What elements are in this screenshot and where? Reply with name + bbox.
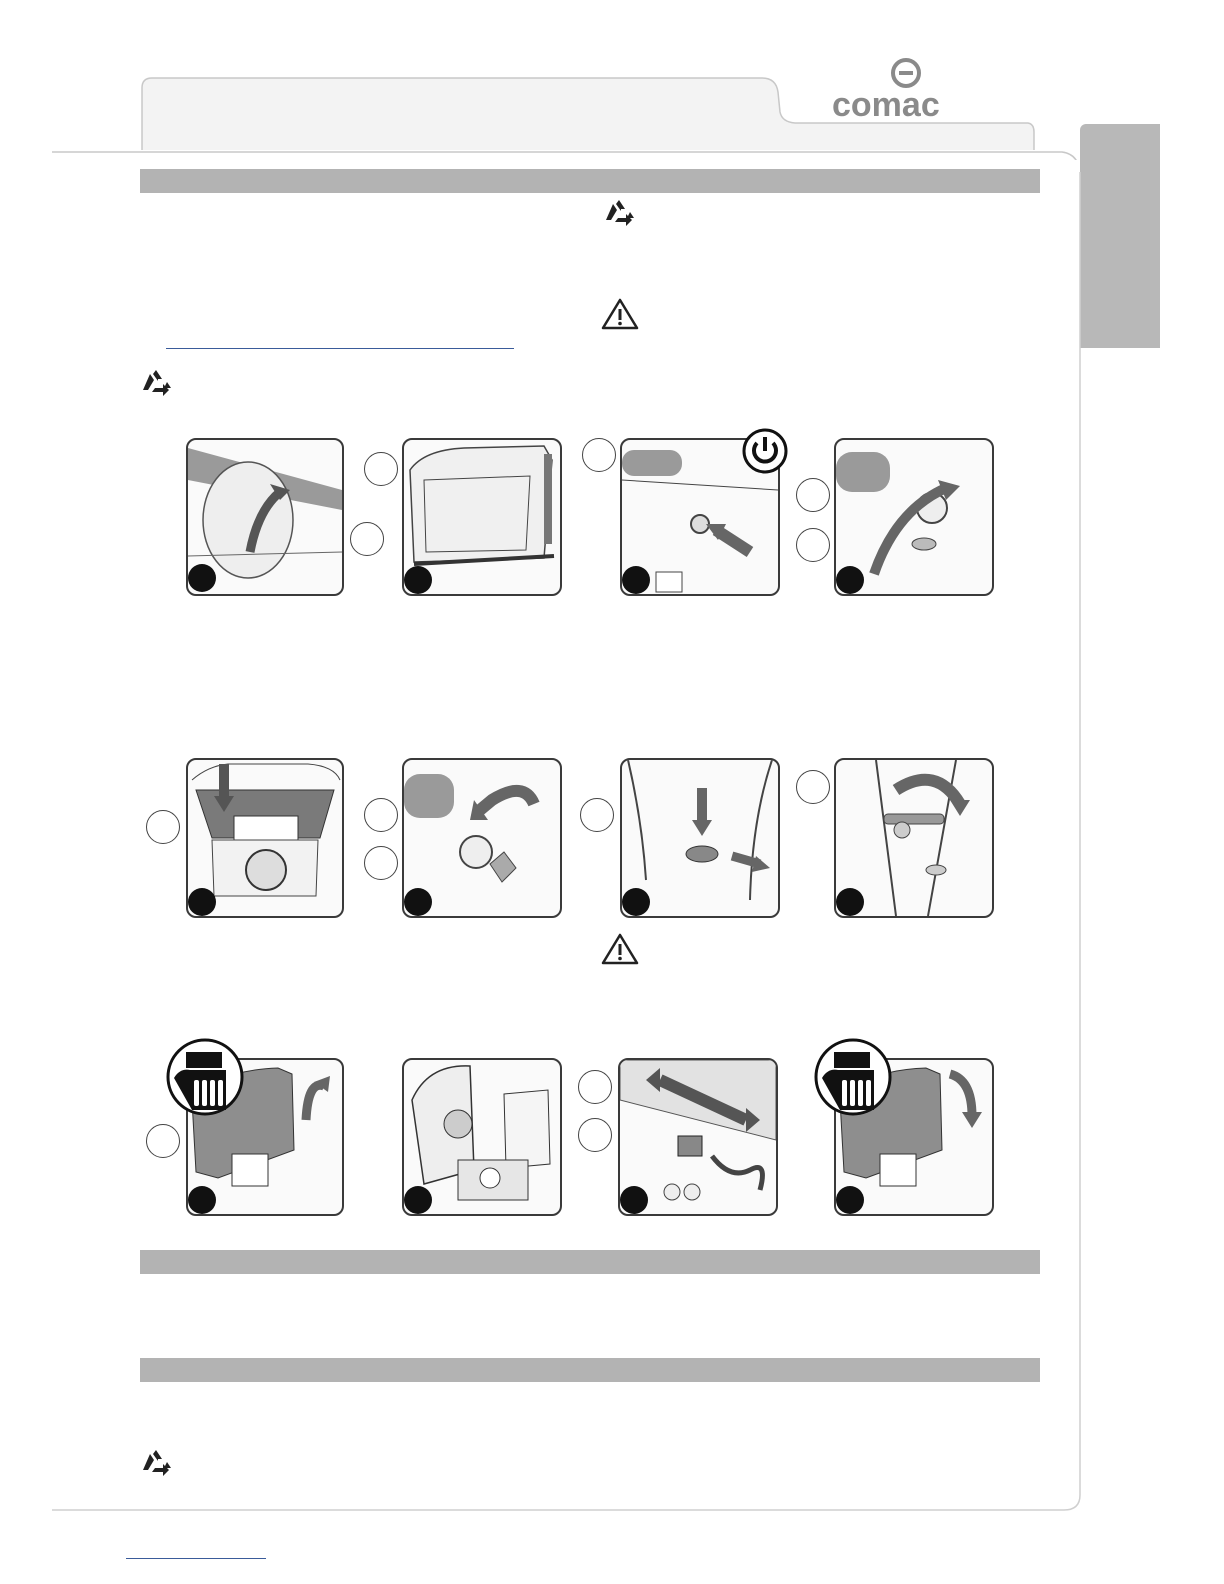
logo-text: comac (832, 86, 940, 124)
callout-marker (796, 478, 830, 512)
hand-glove-icon (166, 1038, 244, 1116)
step-marker (188, 888, 216, 916)
step-marker (188, 564, 216, 592)
callout-marker (580, 798, 614, 832)
step-marker (404, 888, 432, 916)
logo-icon (828, 58, 988, 124)
step-marker (188, 1186, 216, 1214)
callout-marker (146, 1124, 180, 1158)
step-marker (404, 566, 432, 594)
recycle-icon (603, 198, 635, 228)
figure-tank-open (402, 1058, 562, 1216)
step-marker (622, 888, 650, 916)
brand-logo (828, 58, 988, 124)
warning-icon (601, 933, 639, 965)
step-marker (620, 1186, 648, 1214)
section-bar-top (140, 169, 1040, 193)
callout-marker (146, 810, 180, 844)
figure-tank-cover (402, 438, 562, 596)
figure-lever-lift (186, 438, 344, 596)
header-frame (0, 0, 1224, 160)
recycle-icon (140, 368, 172, 398)
step-marker (404, 1186, 432, 1214)
recycle-icon (140, 1448, 172, 1478)
callout-marker (578, 1070, 612, 1104)
figure-key-turn (834, 438, 994, 596)
power-icon (742, 428, 788, 474)
reference-link[interactable] (166, 348, 514, 349)
figure-pedal-release (620, 758, 780, 918)
callout-marker (364, 452, 398, 486)
figure-control-panel (186, 758, 344, 918)
callout-marker (796, 528, 830, 562)
callout-marker (578, 1118, 612, 1152)
callout-marker (350, 522, 384, 556)
step-marker (836, 566, 864, 594)
hand-glove-icon (814, 1038, 892, 1116)
callout-marker (582, 438, 616, 472)
callout-marker (796, 770, 830, 804)
callout-marker (364, 846, 398, 880)
warning-icon (601, 298, 639, 330)
footer-link[interactable] (126, 1558, 266, 1559)
figure-lever-lower (834, 758, 994, 918)
step-marker (836, 888, 864, 916)
section-bar-bottom (140, 1358, 1040, 1382)
figure-key-remove (402, 758, 562, 918)
step-marker (836, 1186, 864, 1214)
figure-battery-connector (618, 1058, 778, 1216)
page-frame (0, 150, 1224, 1520)
callout-marker (364, 798, 398, 832)
step-marker (622, 566, 650, 594)
section-bar-middle (140, 1250, 1040, 1274)
